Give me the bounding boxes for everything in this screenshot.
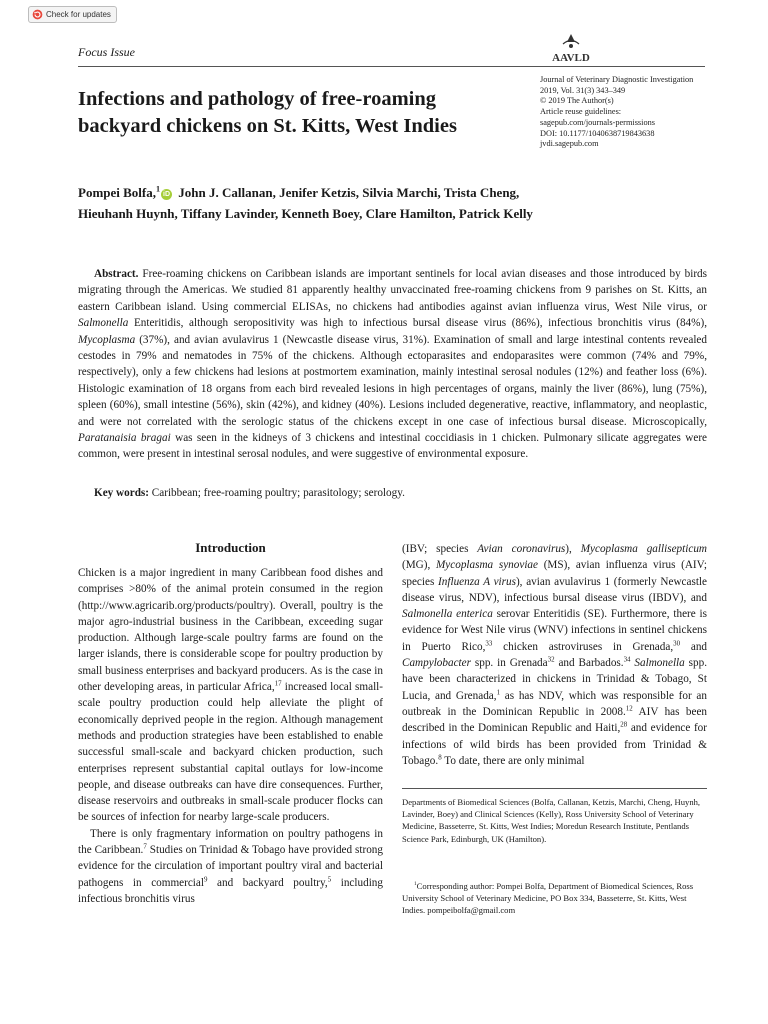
citation: 33 bbox=[485, 639, 493, 648]
text: There is only fragmentary information on poultry pathogens in the Caribbean. bbox=[78, 827, 383, 857]
paragraph bbox=[402, 541, 707, 769]
text: and evidence for infections of wild birds has been provided from Trinidad & Tobago. bbox=[402, 722, 708, 767]
text: as has NDV, which was responsible for an outbreak in the Dominican Republic in 2008. bbox=[402, 689, 707, 718]
text: AIV has been described in the Dominican Republic and Haiti, bbox=[402, 705, 707, 735]
refresh-icon bbox=[32, 9, 43, 20]
text: Chicken is a major ingredient in many Caribbean food dishes and comprises >80% of the animal protein consumed in the region (http://www.agricarib.org/products/poultry). Overall, poultry is the major agro-industrial business in the Caribbean, exceeding sugar production. Although large-scale poultry farms are found on the larger islands, there is considerable scope for poultry production by small business enterprises and backyard producers. As is the case in other developing areas, in particular Africa, bbox=[78, 567, 383, 694]
keywords-label: Key words: bbox=[94, 487, 149, 499]
text: spp. in Grenada bbox=[474, 657, 548, 670]
article-title: Infections and pathology of free-roaming backyard chickens on St. Kitts, West Indies bbox=[78, 88, 457, 137]
author-first: Pompei Bolfa, bbox=[78, 185, 156, 200]
keywords-text: Caribbean; free-roaming poultry; parasitology; serology. bbox=[151, 487, 405, 499]
logo-text: AAVLD bbox=[552, 52, 590, 64]
author-list bbox=[78, 183, 718, 224]
journal-logo bbox=[541, 32, 601, 64]
journal-name: Journal of Veterinary Diagnostic Investigation bbox=[540, 75, 694, 84]
abstract bbox=[78, 266, 707, 463]
abstract-italic: Paratanaisia bragai bbox=[78, 432, 171, 445]
abstract-text: was seen in the kidneys of 3 chickens and intestinal coccidiasis in 1 chicken. Pulmonary silicate aggregates were common, were present in intestinal serosal nodules, and were suggestive of environmental exposure. bbox=[78, 432, 708, 461]
italic: Campylobacter bbox=[402, 657, 471, 670]
text: spp. have been characterized in chickens in Trinidad & Tobago, St Lucia, and Grenada, bbox=[402, 657, 708, 702]
affiliations-footnote: Departments of Biomedical Sciences (Bolfa, Callanan, Ketzis, Marchi, Cheng, Huynh, Lavinder, Boey) and Clinical Sciences (Kelly), Ross University School of Veterinary Medicine, Basseterre, St. Kitts, West Indies; Moredun Research Institute, Pentlands Science Park, Edinburgh, UK (Hamilton). bbox=[402, 797, 701, 844]
section-label: Focus Issue bbox=[78, 45, 135, 59]
citation: 30 bbox=[673, 639, 681, 648]
italic: Mycoplasma gallisepticum bbox=[580, 543, 707, 555]
italic: Avian coronavirus bbox=[477, 543, 566, 555]
authors-line1: John J. Callanan, Jenifer Ketzis, Silvia Marchi, Trista Cheng, bbox=[178, 185, 520, 200]
abstract-italic: Salmonella bbox=[78, 317, 129, 330]
paragraph bbox=[78, 565, 383, 826]
text: increased local small-scale poultry production could help alleviate the plight of economically deprived people in the region. Although management methods and production strategies have been established to enable successful small-scale and backyard chicken production, such enterprises represent substantial capital outlays for low-income people, and disease outbreaks can have dire consequences. Further, disease reservoirs and outbreaks in small-scale producer flocks can be sources of infection for nearby large-scale producers. bbox=[78, 681, 384, 824]
right-column bbox=[402, 541, 707, 769]
text: (MS), avian influenza virus (AIV; species bbox=[402, 559, 708, 588]
citation: 28 bbox=[620, 720, 628, 729]
text: and Barbados. bbox=[558, 657, 624, 670]
abstract-label: Abstract. bbox=[94, 268, 139, 280]
journal-meta bbox=[540, 75, 720, 150]
corresponding-text: Corresponding author: Pompei Bolfa, Department of Biomedical Sciences, Ross University School of Veterinary Medicine, PO Box 334, Basseterre, St. Kitts, West Indies. pompeibolfa@gmail.com bbox=[402, 881, 694, 916]
badge-label: Check for updates bbox=[46, 10, 111, 19]
citation: 34 bbox=[623, 655, 631, 664]
text: To date, there are only minimal bbox=[444, 754, 585, 767]
section-heading: Introduction bbox=[195, 540, 266, 555]
citation: 1 bbox=[496, 687, 501, 696]
italic: Salmonella bbox=[634, 657, 685, 670]
header-rule bbox=[78, 66, 705, 67]
left-column bbox=[78, 565, 383, 907]
journal-volume: 2019, Vol. 31(3) 343–349 bbox=[540, 85, 626, 95]
text: ), bbox=[565, 543, 572, 555]
citation: 5 bbox=[327, 874, 332, 883]
italic: Salmonella enterica bbox=[402, 608, 493, 621]
check-for-updates-badge[interactable] bbox=[28, 6, 117, 23]
italic: Mycoplasma synoviae bbox=[435, 559, 538, 572]
journal-url[interactable]: jvdi.sagepub.com bbox=[540, 139, 599, 149]
text: and bbox=[690, 640, 708, 653]
abstract-text: Free-roaming chickens on Caribbean islands are important sentinels for local avian diseases and those introduced by birds migrating through the Americas. We studied 81 apparently healthy unvaccinated free-roaming chickens from 9 parishes on St. Kitts, an eastern Caribbean island. Using commercial ELISAs, no chickens had antibodies against avian influenza virus, West Nile virus, or bbox=[78, 268, 707, 313]
permissions-link[interactable]: sagepub.com/journals-permissions bbox=[540, 117, 655, 127]
text: (MG), bbox=[402, 559, 431, 572]
keywords bbox=[78, 485, 707, 501]
abstract-text: Enteritidis, although seropositivity was high to infectious bursal disease virus (86%), infectious bronchitis virus (84%), bbox=[133, 317, 707, 330]
citation: 7 bbox=[143, 842, 147, 851]
citation: 8 bbox=[438, 753, 442, 762]
text: including infectious bronchitis virus bbox=[78, 876, 383, 905]
citation: 12 bbox=[625, 704, 633, 713]
text: Studies on Trinidad & Tobago have provided strong evidence for the circulation of important poultry viral and bacterial pathogens in commercial bbox=[78, 844, 383, 889]
text: and backyard poultry, bbox=[217, 876, 328, 889]
footnote-rule bbox=[402, 788, 707, 789]
orcid-icon[interactable]: iD bbox=[163, 190, 171, 198]
footnote-marker: 1 bbox=[414, 881, 417, 888]
text: chicken astroviruses in Grenada, bbox=[503, 640, 674, 653]
text: serovar Enteritidis (SE). Furthermore, there is evidence for West Nile virus (WNV) infections in sentinel chickens in Puerto Rico, bbox=[402, 608, 708, 653]
abstract-text: (37%), and avian avulavirus 1 (Newcastle disease virus, 31%). Examination of small and large intestinal contents revealed cestodes in 79% and nematodes in 75% of the chickens. Although ectoparasites and endoparasites were common (74% and 79%, respectively), only a few chickens had lesions at postmortem examination, mainly intestinal serosal nodules (12%) and feather loss (6%). Histologic examination of 18 organs from each bird revealed lesions in high percentages of organs, mainly the liver (86%), lung (75%), spleen (60%), small intestine (56%), skin (42%), and kidney (40%). Lesions included degenerative, reactive, inflammatory, and neoplastic, and were not correlated with the serologic status of the chickens except in one case of infectious bursal disease. Microscopically, bbox=[78, 333, 707, 428]
abstract-italic: Mycoplasma bbox=[78, 333, 136, 346]
citation: 9 bbox=[204, 874, 208, 883]
authors-line2: Hieuhanh Huynh, Tiffany Lavinder, Kenneth Boey, Clare Hamilton, Patrick Kelly bbox=[78, 205, 533, 221]
italic: Influenza A virus bbox=[438, 575, 516, 588]
author-sup: 1 bbox=[156, 184, 161, 194]
citation: 17 bbox=[274, 679, 282, 688]
citation: 32 bbox=[547, 655, 555, 664]
doi[interactable]: DOI: 10.1177/1040638719843638 bbox=[540, 128, 655, 138]
text: ), avian avulavirus 1 (formerly Newcastle disease virus, NDV), infectious bursal disease virus (IBDV), and bbox=[402, 575, 707, 604]
paragraph bbox=[78, 826, 383, 907]
copyright: © 2019 The Author(s) bbox=[540, 96, 614, 106]
text: (IBV; species bbox=[402, 543, 469, 555]
corresponding-footnote bbox=[402, 880, 702, 917]
reuse-guidelines: Article reuse guidelines: bbox=[540, 107, 622, 117]
